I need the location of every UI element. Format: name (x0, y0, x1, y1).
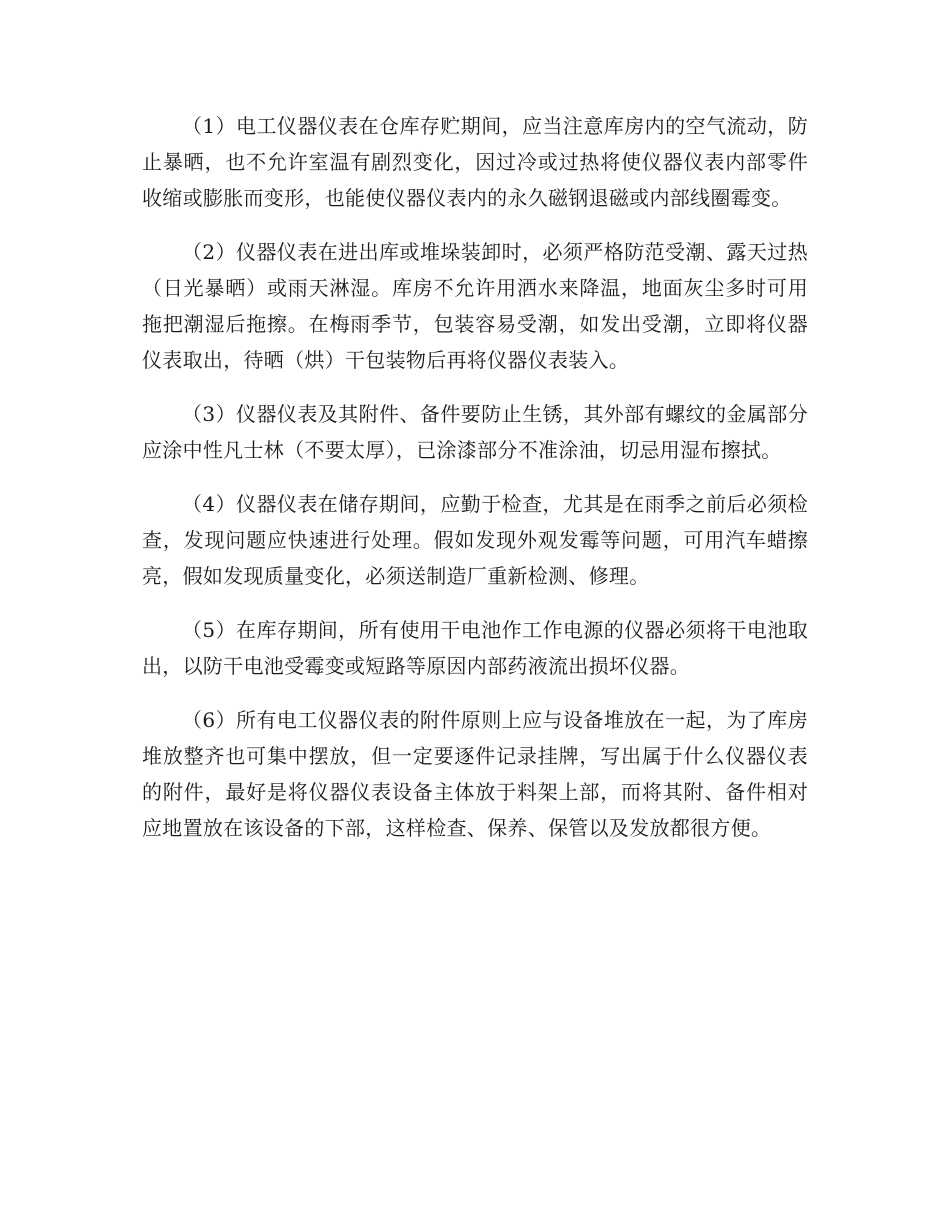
paragraph-4: （4）仪器仪表在储存期间，应勤于检查，尤其是在雨季之前后必须检查，发现问题应快速进行处理。假如发现外观发霉等问题，可用汽车蜡擦亮，假如发现质量变化，必须送制造厂重新检测、修理。 (142, 492, 808, 588)
paragraph-3: （3）仪器仪表及其附件、备件要防止生锈，其外部有螺纹的金属部分应涂中性凡士林（不要太厚），已涂漆部分不准涂油，切忌用湿布擦拭。 (142, 402, 808, 462)
paragraph-6: （6）所有电工仪器仪表的附件原则上应与设备堆放在一起，为了库房堆放整齐也可集中摆放，但一定要逐件记录挂牌，写出属于什么仪器仪表的附件，最好是将仪器仪表设备主体放于料架上部，而将其附、备件相对应地置放在该设备的下部，这样检查、保养、保管以及发放都很方便。 (142, 708, 808, 840)
paragraph-5: （5）在库存期间，所有使用干电池作工作电源的仪器必须将干电池取出，以防干电池受霉变或短路等原因内部药液流出损坏仪器。 (142, 618, 808, 678)
paragraph-1: （1）电工仪器仪表在仓库存贮期间，应当注意库房内的空气流动，防止暴晒，也不允许室温有剧烈变化，因过冷或过热将使仪器仪表内部零件收缩或膨胀而变形，也能使仪器仪表内的永久磁钢退磁或内部线圈霉变。 (142, 114, 808, 210)
paragraph-2: （2）仪器仪表在进出库或堆垛装卸时，必须严格防范受潮、露天过热（日光暴晒）或雨天淋湿。库房不允许用洒水来降温，地面灰尘多时可用拖把潮湿后拖擦。在梅雨季节，包装容易受潮，如发出受潮，立即将仪器仪表取出，待晒（烘）干包装物后再将仪器仪表装入。 (142, 240, 808, 372)
document-body (142, 108, 808, 864)
